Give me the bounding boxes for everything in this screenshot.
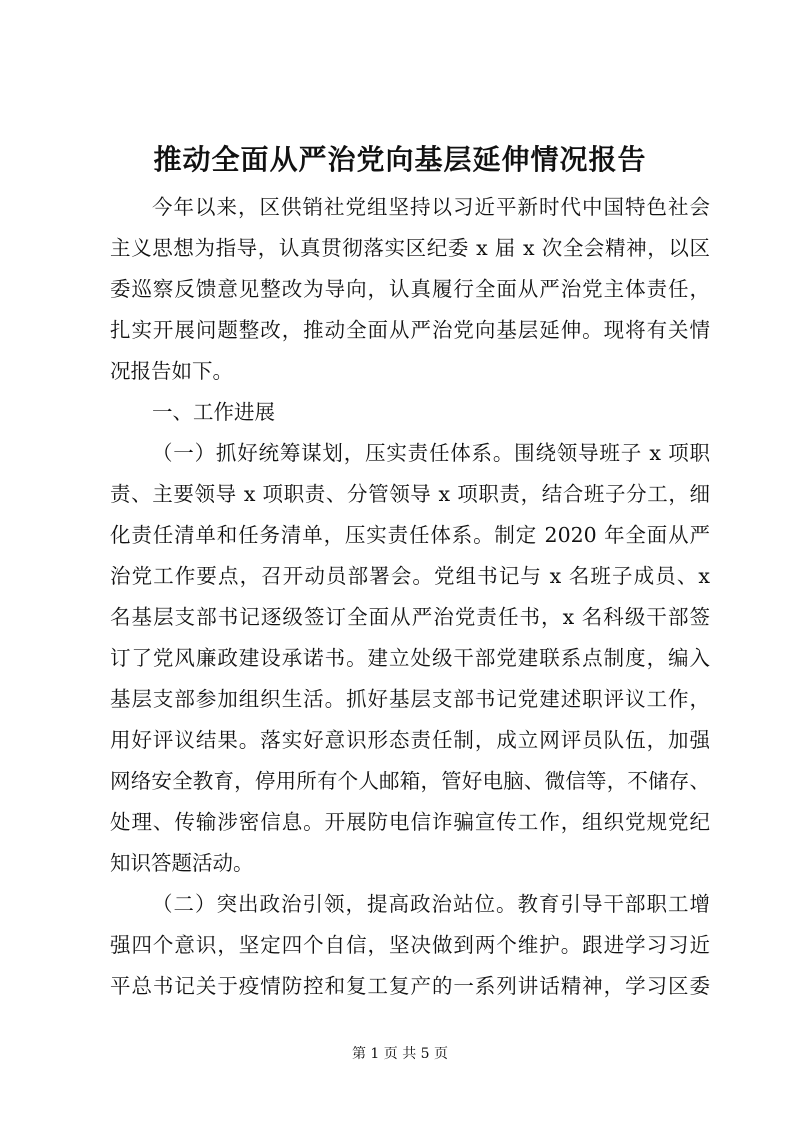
document-body [110, 187, 710, 1007]
paragraph-line: 用好评议结果。落实好意识形态责任制，成立网评员队伍，加强 [110, 728, 710, 752]
document-title: 推动全面从严治党向基层延伸情况报告 [153, 143, 647, 176]
paragraph-line: 化责任清单和任务清单，压实责任体系。制定 2020 年全面从严 [110, 523, 710, 547]
paragraph-line: 知识答题活动。 [110, 851, 254, 875]
paragraph-line: 网络安全教育，停用所有个人邮箱，管好电脑、微信等，不储存、 [110, 769, 710, 793]
paragraph-line: 况报告如下。 [110, 359, 233, 383]
paragraph-line: 强四个意识，坚定四个自信，坚决做到两个维护。跟进学习习近 [110, 933, 710, 957]
paragraph-line: （一）抓好统筹谋划，压实责任体系。围绕领导班子 x 项职 [152, 441, 710, 465]
section-heading: 一、工作进展 [152, 400, 275, 424]
paragraph-line: 名基层支部书记逐级签订全面从严治党责任书，x 名科级干部签 [110, 605, 710, 629]
paragraph-line: 责、主要领导 x 项职责、分管领导 x 项职责，结合班子分工，细 [110, 482, 710, 506]
paragraph-line: 主义思想为指导，认真贯彻落实区纪委 x 届 x 次全会精神，以区 [110, 236, 710, 260]
paragraph-line: 基层支部参加组织生活。抓好基层支部书记党建述职评议工作， [110, 687, 710, 711]
paragraph-line: （二）突出政治引领，提高政治站位。教育引导干部职工增 [152, 892, 710, 916]
paragraph-line: 处理、传输涉密信息。开展防电信诈骗宣传工作，组织党规党纪 [110, 810, 710, 834]
paragraph-line: 平总书记关于疫情防控和复工复产的一系列讲话精神，学习区委 [110, 974, 710, 998]
paragraph-line: 扎实开展问题整改，推动全面从严治党向基层延伸。现将有关情 [110, 318, 710, 342]
paragraph-line: 订了党风廉政建设承诺书。建立处级干部党建联系点制度，编入 [110, 646, 710, 670]
paragraph-line: 治党工作要点，召开动员部署会。党组书记与 x 名班子成员、x [110, 564, 710, 588]
page-number-footer: 第 1 页 共 5 页 [351, 1046, 449, 1062]
paragraph-line: 委巡察反馈意见整改为导向，认真履行全面从严治党主体责任， [110, 277, 710, 301]
paragraph-line: 今年以来，区供销社党组坚持以习近平新时代中国特色社会 [152, 195, 710, 219]
